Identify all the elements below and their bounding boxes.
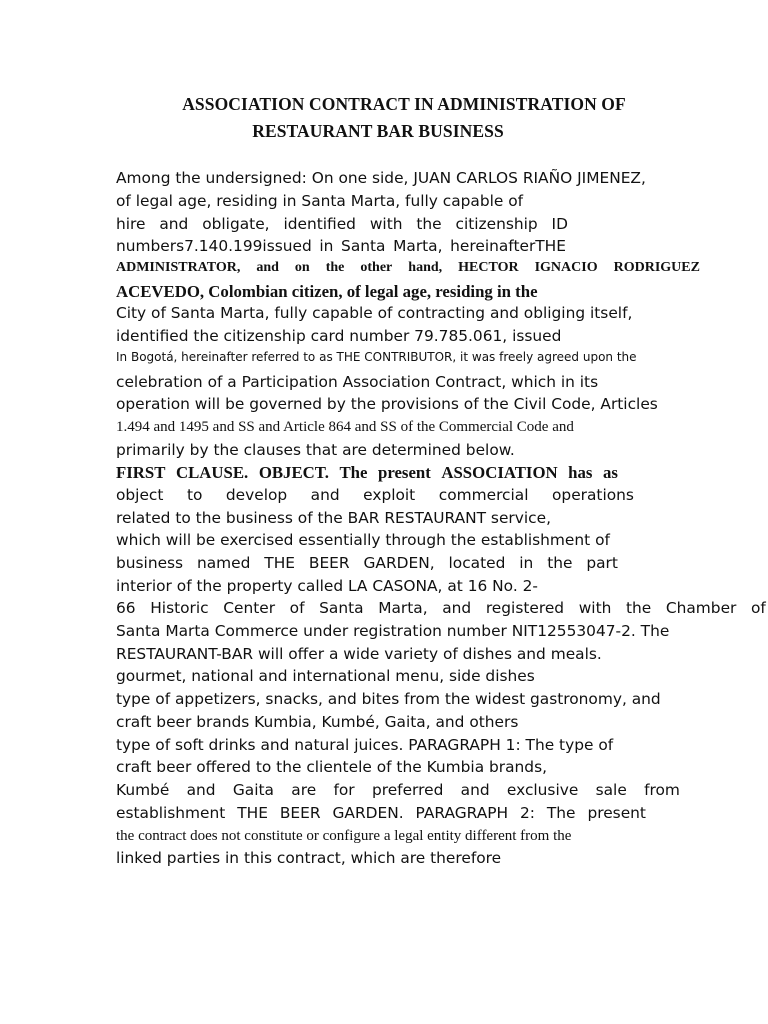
body-text-line: related to the business of the BAR RESTAURANT service, [116,509,551,527]
word: Marta, [393,237,443,255]
word: ID [551,215,568,233]
word: citizenship [455,215,538,233]
word: has [568,463,593,482]
word: exploit [363,486,416,504]
word: obligate, [202,215,270,233]
word: in [319,237,334,255]
word: 66 [116,599,136,617]
word: business [116,554,184,572]
body-text-line: type of appetizers, snacks, and bites from the widest gastronomy, and [116,690,661,708]
word: PARAGRAPH [415,804,509,822]
body-text-line: ACEVEDO, Colombian citizen, of legal age, residing in the [116,282,538,301]
word: the [325,260,345,275]
body-text-line: craft beer brands Kumbia, Kumbé, Gaita, and others [116,713,519,731]
word: part [586,554,618,572]
word: identified [283,215,356,233]
word: IGNACIO [534,260,598,275]
word: Marta, [378,599,428,617]
word: Chamber [665,599,737,617]
word: in [519,554,534,572]
word: on [294,260,310,275]
body-text-line: In Bogotá, hereinafter referred to as THE CONTRIBUTOR, it was freely agreed upon the [116,350,637,364]
word: registered [485,599,565,617]
word: hire [116,215,146,233]
word: Santa [319,599,364,617]
body-text-line: primarily by the clauses that are determined below. [116,441,515,459]
word: 2: [520,804,535,822]
word: named [196,554,251,572]
body-text-line: the contract does not constitute or configure a legal entity different from the [116,828,572,844]
word: hand, [408,260,443,275]
word: sale [595,781,627,799]
word: preferred [371,781,444,799]
word: GARDEN, [363,554,435,572]
body-text-line: identified the citizenship card number 79.785.061, issued [116,327,562,345]
word: GARDEN. [332,804,404,822]
word: establishment [116,804,226,822]
body-text-line: 1.494 and 1495 and SS and Article 864 and SS of the Commercial Code and [116,419,574,435]
word: for [333,781,355,799]
word: as [602,463,618,482]
word: and [442,599,472,617]
word: and [256,260,279,275]
body-text-line: linked parties in this contract, which are therefore [116,849,502,867]
word: The [339,463,368,482]
word: BEER [279,804,321,822]
body-text-line: interior of the property called LA CASONA, at 16 No. 2- [116,577,538,595]
word: CLAUSE. [175,463,249,482]
body-text-line [116,556,618,571]
word: exclusive [506,781,579,799]
word: Gaita [232,781,274,799]
body-text-line: gourmet, national and international menu, side dishes [116,667,535,685]
word: Center [223,599,276,617]
word: FIRST [116,463,166,482]
word: BEER [308,554,350,572]
word: The [546,804,576,822]
word: HECTOR [458,260,519,275]
word: and [186,781,216,799]
word: located [448,554,506,572]
word: develop [225,486,288,504]
document-title-line-1: ASSOCIATION CONTRACT IN ADMINISTRATION OF [182,94,626,114]
word: to [186,486,203,504]
word: of [289,599,305,617]
word: the [416,215,442,233]
body-text-line: operation will be governed by the provisions of the Civil Code, Articles [116,395,658,413]
word: Kumbé [116,781,170,799]
body-text-line: RESTAURANT-BAR will offer a wide variety of dishes and meals. [116,645,602,663]
word: Historic [150,599,209,617]
body-text-line [116,217,568,232]
word: operations [552,486,634,504]
body-text-line: celebration of a Participation Association Contract, which in its [116,373,599,391]
word: RODRIGUEZ [613,260,700,275]
body-text-line: craft beer offered to the clientele of the Kumbia brands, [116,758,547,776]
word: and [159,215,189,233]
word: numbers7.140.199issued [116,237,312,255]
word: with [369,215,403,233]
word: ASSOCIATION [441,463,558,482]
body-text-line: which will be exercised essentially through the establishment of [116,531,610,549]
document-title-line-2: RESTAURANT BAR BUSINESS [252,121,504,141]
body-text-line: type of soft drinks and natural juices. PARAGRAPH 1: The type of [116,736,614,754]
word: with [578,599,612,617]
word: THE [264,554,295,572]
word: commercial [438,486,529,504]
word: Santa [341,237,386,255]
word: other [360,260,393,275]
word: from [644,781,680,799]
word: and [310,486,340,504]
word: are [291,781,317,799]
body-text-line [116,239,566,254]
word: THE [237,804,268,822]
word: OBJECT. [258,463,329,482]
body-text-line [116,465,618,482]
body-text-line [116,488,634,503]
word: present [587,804,646,822]
body-text-line [116,261,700,275]
word: and [460,781,490,799]
body-text-line: Santa Marta Commerce under registration number NIT12553047-2. The [116,622,670,640]
word: the [547,554,573,572]
word: the [625,599,652,617]
body-text-line [116,806,646,821]
word: present [377,463,431,482]
word: ADMINISTRATOR, [116,260,241,275]
body-text-line: of legal age, residing in Santa Marta, fully capable of [116,192,524,210]
word: of [751,599,766,617]
word: object [116,486,164,504]
body-text-line: Among the undersigned: On one side, JUAN CARLOS RIAÑO JIMENEZ, [116,169,646,187]
body-text-line: City of Santa Marta, fully capable of contracting and obliging itself, [116,304,633,322]
body-text-line [116,601,766,616]
word: hereinafterTHE [450,237,566,255]
body-text-line [116,783,680,798]
